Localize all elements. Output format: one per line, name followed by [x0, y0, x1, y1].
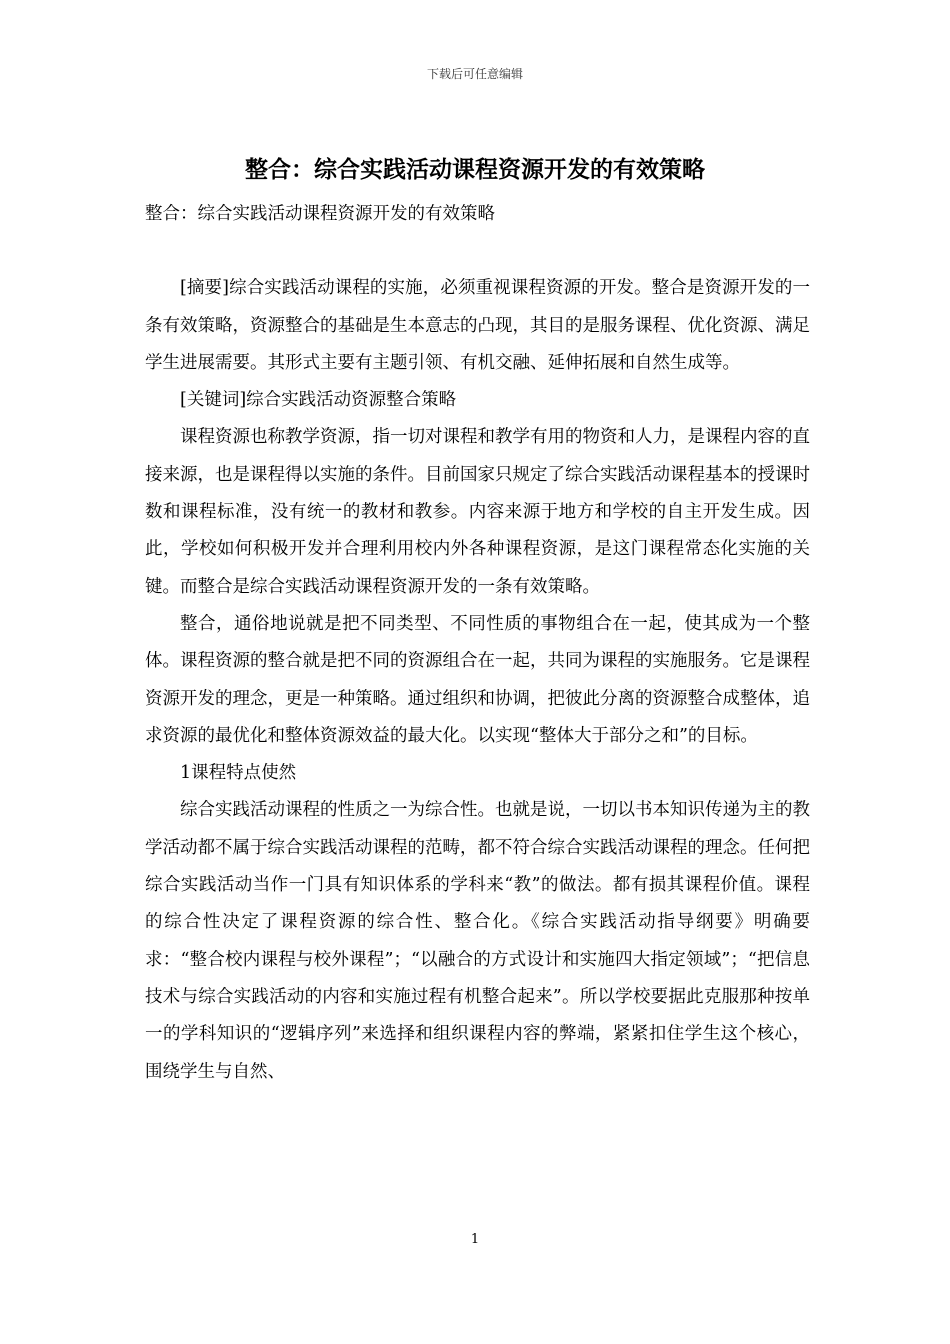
section-heading: 1课程特点使然	[180, 763, 297, 784]
paragraph-gap	[145, 233, 810, 270]
document-title: 整合：综合实践活动课程资源开发的有效策略	[245, 156, 705, 183]
document-body	[145, 196, 810, 1091]
header-note: 下载后可任意编辑	[426, 67, 523, 81]
page-number: 1	[470, 1232, 480, 1247]
abstract-paragraph: [摘要]综合实践活动课程的实施，必须重视课程资源的开发。整合是资源开发的一条有效策略，资源整合的基础是生本意志的凸现，其目的是服务课程、优化资源、满足学生进展需要。其形式主要有主题引领、有机交融、延伸拓展和自然生成等。	[145, 278, 810, 373]
keywords-paragraph: [关键词]综合实践活动资源整合策略	[180, 390, 457, 411]
body-paragraph: 整合，通俗地说就是把不同类型、不同性质的事物组合在一起，使其成为一个整体。课程资源的整合就是把不同的资源组合在一起，共同为课程的实施服务。它是课程资源开发的理念，更是一种策略。通过组织和协调，把彼此分离的资源整合成整体，追求资源的最优化和整体资源效益的最大化。以实现“整体大于部分之和”的目标。	[145, 613, 810, 746]
document-subtitle: 整合：综合实践活动课程资源开发的有效策略	[145, 204, 495, 224]
body-paragraph: 综合实践活动课程的性质之一为综合性。也就是说，一切以书本知识传递为主的教学活动都不属于综合实践活动课程的范畴，都不符合综合实践活动课程的理念。任何把综合实践活动当作一门具有知识体系的学科来“教”的做法。都有损其课程价值。课程的综合性决定了课程资源的综合性、整合化。《综合实践活动指导纲要》明确要求：“整合校内课程与校外课程”；“以融合的方式设计和实施四大指定领域”；“把信息技术与综合实践活动的内容和实施过程有机整合起来”。所以学校要据此克服那种按单一的学科知识的“逻辑序列”来选择和组织课程内容的弊端，紧紧扣住学生这个核心，围绕学生与自然、	[145, 800, 810, 1082]
body-paragraph: 课程资源也称教学资源，指一切对课程和教学有用的物资和人力，是课程内容的直接来源，也是课程得以实施的条件。目前国家只规定了综合实践活动课程基本的授课时数和课程标准，没有统一的教材和教参。内容来源于地方和学校的自主开发生成。因此，学校如何积极开发并合理利用校内外各种课程资源，是这门课程常态化实施的关键。而整合是综合实践活动课程资源开发的一条有效策略。	[145, 427, 810, 597]
